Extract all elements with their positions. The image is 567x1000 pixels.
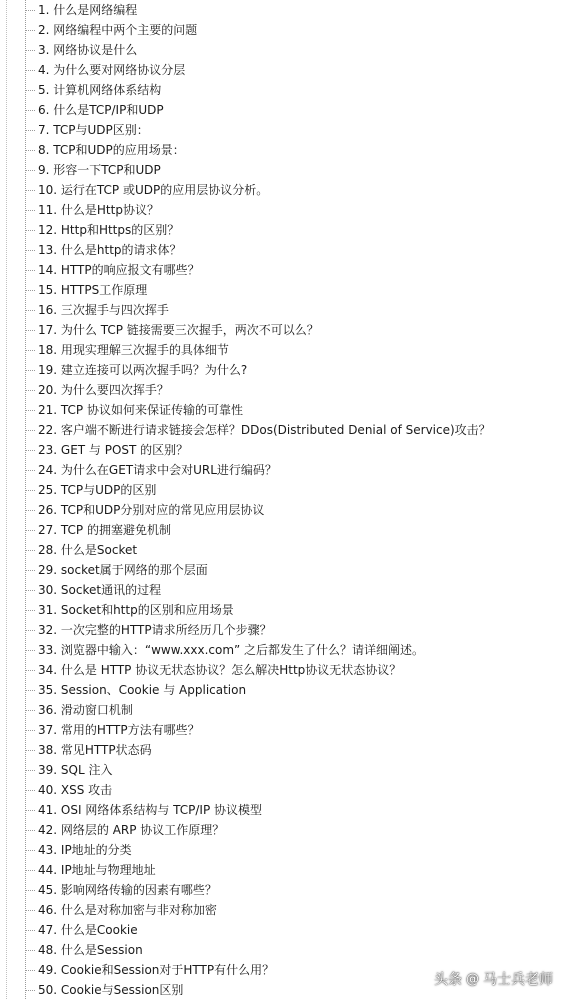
outline-item[interactable]: 34. 什么是 HTTP 协议无状态协议？怎么解决Http协议无状态协议？: [0, 660, 567, 680]
watermark-source: 头条: [434, 972, 462, 988]
outline-item[interactable]: 6. 什么是TCP/IP和UDP: [0, 100, 567, 120]
outline-item[interactable]: 14. HTTP的响应报文有哪些？: [0, 260, 567, 280]
outline-item[interactable]: 32. 一次完整的HTTP请求所经历几个步骤？: [0, 620, 567, 640]
outline-item[interactable]: 11. 什么是Http协议？: [0, 200, 567, 220]
watermark-author: 马士兵老师: [483, 972, 553, 988]
outline-item[interactable]: 25. TCP与UDP的区别: [0, 480, 567, 500]
outline-item[interactable]: 48. 什么是Session: [0, 940, 567, 960]
outline-item[interactable]: 18. 用现实理解三次握手的具体细节: [0, 340, 567, 360]
outline-item[interactable]: 9. 形容一下TCP和UDP: [0, 160, 567, 180]
outline-item[interactable]: 46. 什么是对称加密与非对称加密: [0, 900, 567, 920]
outline-item[interactable]: 10. 运行在TCP 或UDP的应用层协议分析。: [0, 180, 567, 200]
outline-item[interactable]: 40. XSS 攻击: [0, 780, 567, 800]
outline-item[interactable]: 7. TCP与UDP区别：: [0, 120, 567, 140]
outline-item[interactable]: 39. SQL 注入: [0, 760, 567, 780]
outline-item[interactable]: 8. TCP和UDP的应用场景：: [0, 140, 567, 160]
outline-item[interactable]: 31. Socket和http的区别和应用场景: [0, 600, 567, 620]
outline-item[interactable]: 15. HTTPS工作原理: [0, 280, 567, 300]
outline-item[interactable]: 44. IP地址与物理地址: [0, 860, 567, 880]
outline-item[interactable]: 33. 浏览器中输入：“www.xxx.com” 之后都发生了什么？请详细阐述。: [0, 640, 567, 660]
outline-item[interactable]: 37. 常用的HTTP方法有哪些？: [0, 720, 567, 740]
outline-item[interactable]: 1. 什么是网络编程: [0, 0, 567, 20]
outline-item[interactable]: 22. 客户端不断进行请求链接会怎样？DDos(Distributed Denial of Service)攻击？: [0, 420, 567, 440]
outline-item[interactable]: 47. 什么是Cookie: [0, 920, 567, 940]
outline-item[interactable]: 5. 计算机网络体系结构: [0, 80, 567, 100]
outline-item[interactable]: 41. OSI 网络体系结构与 TCP/IP 协议模型: [0, 800, 567, 820]
outline-item[interactable]: 35. Session、Cookie 与 Application: [0, 680, 567, 700]
outline-item[interactable]: 16. 三次握手与四次挥手: [0, 300, 567, 320]
outline-item[interactable]: 20. 为什么要四次挥手？: [0, 380, 567, 400]
outline-item[interactable]: 28. 什么是Socket: [0, 540, 567, 560]
outline-item[interactable]: 23. GET 与 POST 的区别？: [0, 440, 567, 460]
outline-item[interactable]: 2. 网络编程中两个主要的问题: [0, 20, 567, 40]
outline-item[interactable]: 3. 网络协议是什么: [0, 40, 567, 60]
outline-item[interactable]: 12. Http和Https的区别？: [0, 220, 567, 240]
watermark: [434, 967, 553, 991]
outline-item[interactable]: 24. 为什么在GET请求中会对URL进行编码？: [0, 460, 567, 480]
outline-item[interactable]: 29. socket属于网络的那个层面: [0, 560, 567, 580]
outline-item[interactable]: 45. 影响网络传输的因素有哪些？: [0, 880, 567, 900]
outline-item[interactable]: 42. 网络层的 ARP 协议工作原理？: [0, 820, 567, 840]
outline-item[interactable]: 30. Socket通讯的过程: [0, 580, 567, 600]
watermark-at-icon: @: [466, 971, 479, 987]
outline-item[interactable]: 17. 为什么 TCP 链接需要三次握手，两次不可以么？: [0, 320, 567, 340]
outline-item[interactable]: 49. Cookie和Session对于HTTP有什么用？: [0, 960, 567, 980]
outline-item[interactable]: 38. 常见HTTP状态码: [0, 740, 567, 760]
outline-item[interactable]: 43. IP地址的分类: [0, 840, 567, 860]
outline-item[interactable]: 4. 为什么要对网络协议分层: [0, 60, 567, 80]
outline-item[interactable]: 50. Cookie与Session区别: [0, 980, 567, 1000]
outline-item[interactable]: 36. 滑动窗口机制: [0, 700, 567, 720]
outline-item[interactable]: 19. 建立连接可以两次握手吗？为什么?: [0, 360, 567, 380]
outline-item[interactable]: 13. 什么是http的请求体？: [0, 240, 567, 260]
outline-item[interactable]: 27. TCP 的拥塞避免机制: [0, 520, 567, 540]
outline-item[interactable]: 26. TCP和UDP分别对应的常见应用层协议: [0, 500, 567, 520]
outline-item[interactable]: 21. TCP 协议如何来保证传输的可靠性: [0, 400, 567, 420]
